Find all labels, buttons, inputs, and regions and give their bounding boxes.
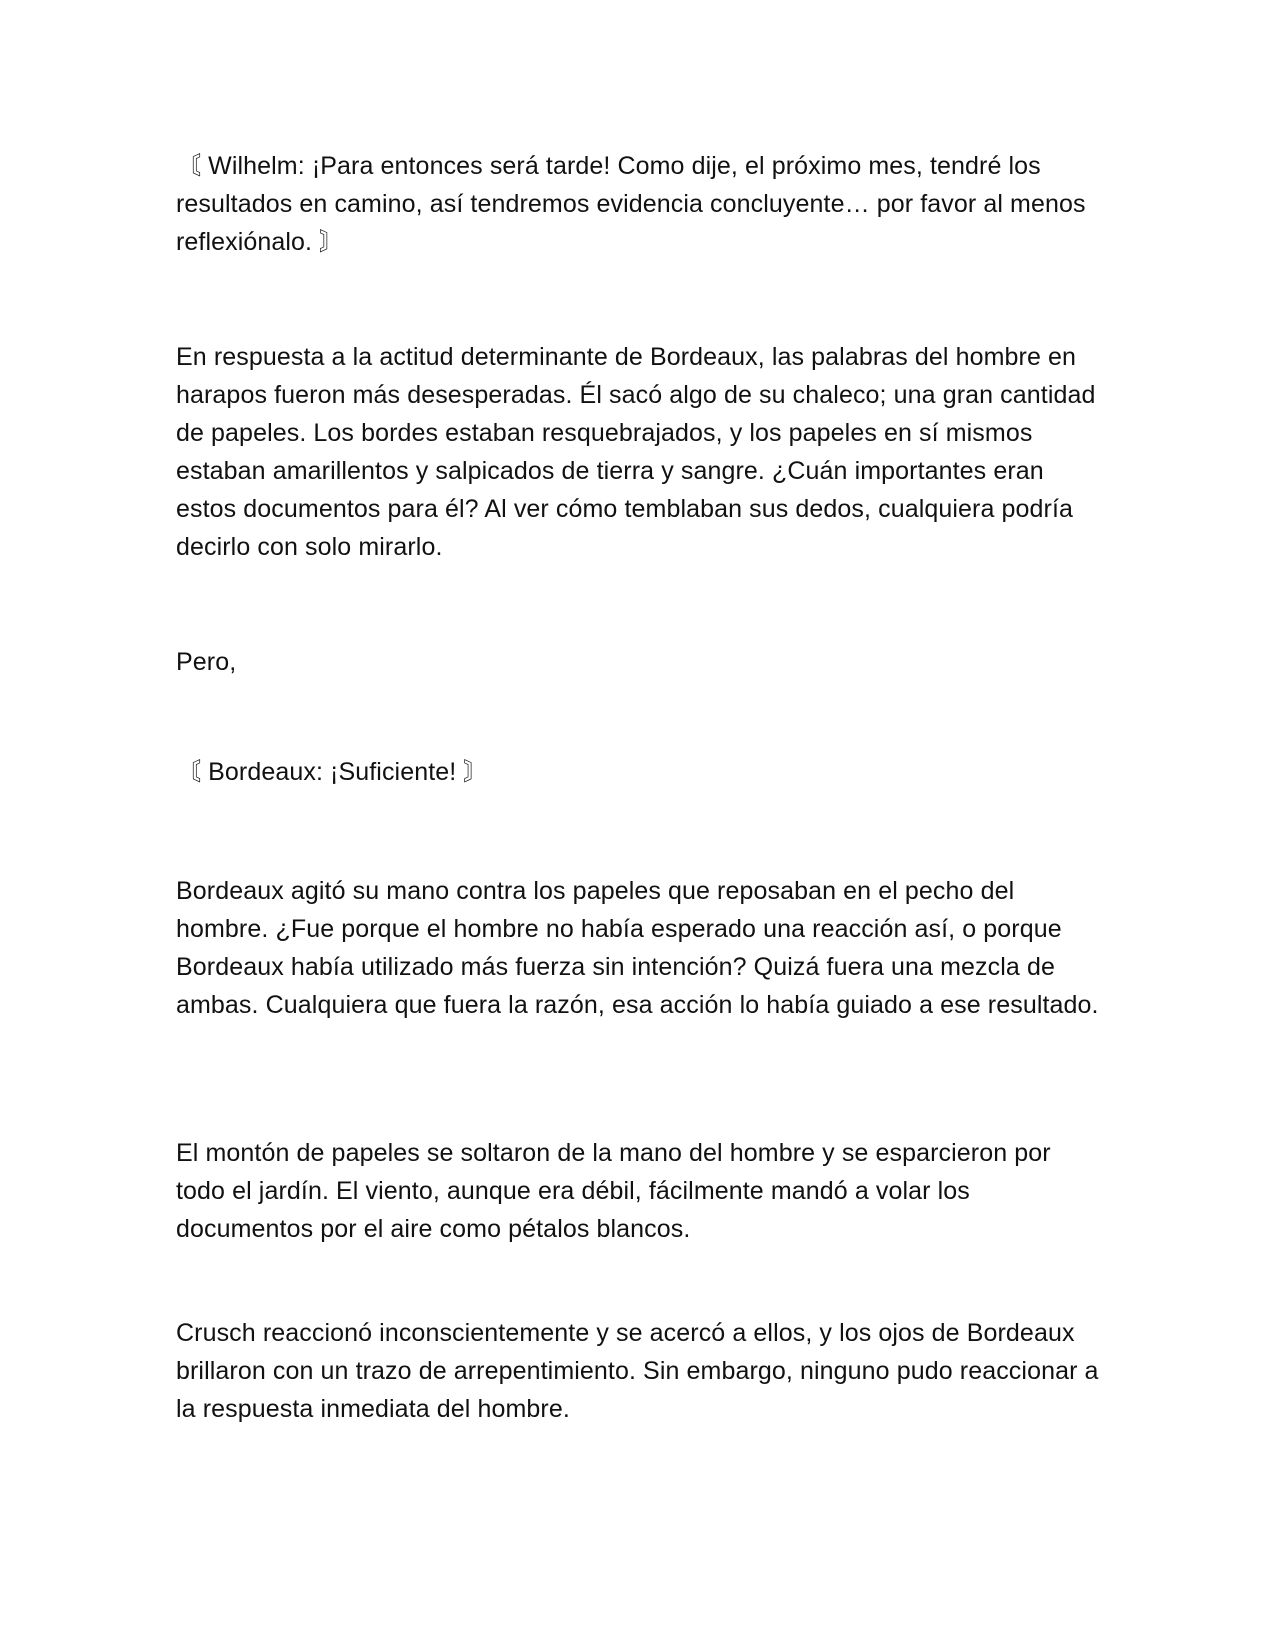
narrative-paragraph: En respuesta a la actitud determinante de Bordeaux, las palabras del hombre en harapos fueron más desesperadas. Él sacó algo de su chaleco; una gran cantidad de papeles. Los bordes estaban resquebrajados, y los papeles en sí mismos estaban amarillentos y salpicados de tierra y sangre. ¿Cuán importantes eran estos documentos para él? Al ver cómo temblaban sus dedos, cualquiera podría decirlo con solo mirarlo.	[176, 343, 1096, 561]
narrative-paragraph: Bordeaux agitó su mano contra los papeles que reposaban en el pecho del hombre. ¿Fue porque el hombre no había esperado una reacción así, o porque Bordeaux había utilizado más fuerza sin intención? Quizá fuera una mezcla de ambas. Cualquiera que fuera la razón, esa acción lo había guiado a ese resultado.	[176, 877, 1099, 1019]
narrative-paragraph: El montón de papeles se soltaron de la mano del hombre y se esparcieron por todo el jardín. El viento, aunque era débil, fácilmente mandó a volar los documentos por el aire como pétalos blancos.	[176, 1139, 1051, 1243]
dialogue-paragraph-bordeaux: 〘 Bordeaux: ¡Suficiente! 〙	[176, 758, 489, 786]
narrative-paragraph: Pero,	[176, 648, 237, 676]
narrative-paragraph: Crusch reaccionó inconscientemente y se acercó a ellos, y los ojos de Bordeaux brillaron con un trazo de arrepentimiento. Sin embargo, ninguno pudo reaccionar a la respuesta inmediata del hombre.	[176, 1319, 1099, 1423]
dialogue-paragraph-wilhelm: 〘 Wilhelm: ¡Para entonces será tarde! Como dije, el próximo mes, tendré los resultados en camino, así tendremos evidencia concluyente… por favor al menos reflexiónalo. 〙	[176, 152, 1086, 256]
